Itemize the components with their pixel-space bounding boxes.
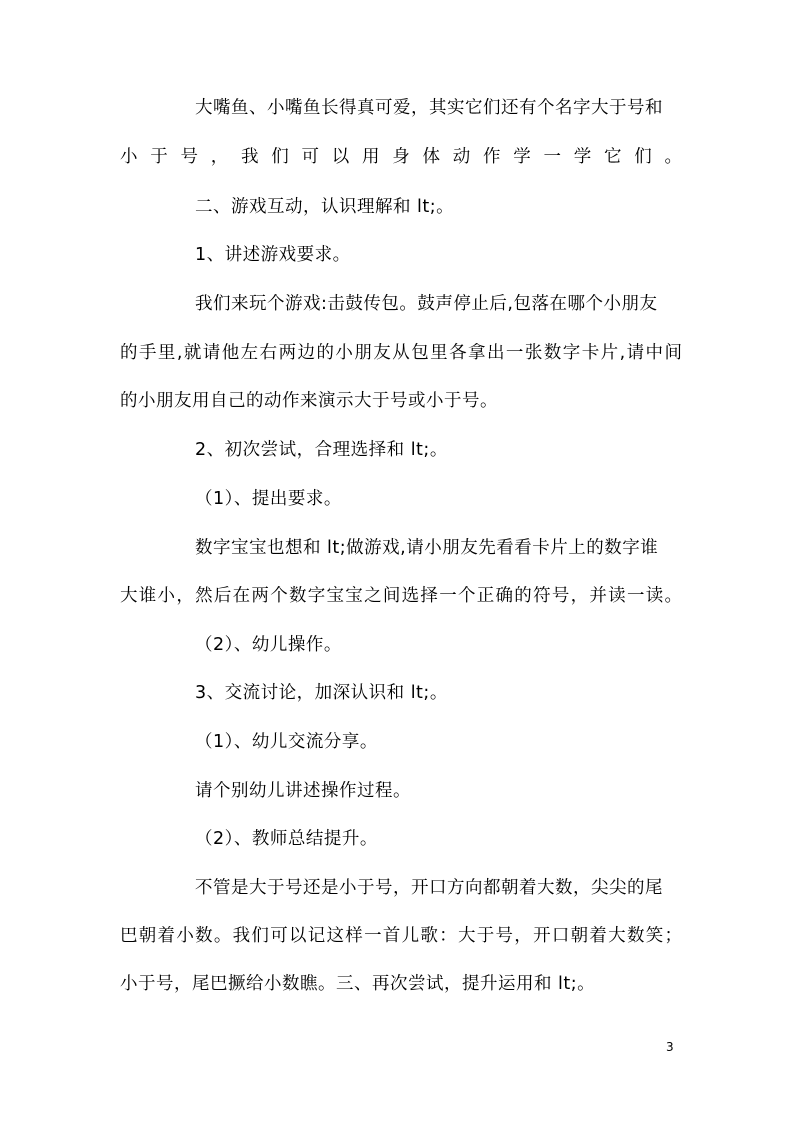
section-heading: 二、游戏互动，认识理解和 lt;。 <box>195 197 455 217</box>
list-item-heading: （1）、幼儿交流分享。 <box>195 732 378 752</box>
paragraph-line: 巴朝着小数。我们可以记这样一首儿歌：大于号，开口朝着大数笑； <box>120 926 682 946</box>
list-item-heading: （2）、幼儿操作。 <box>195 635 342 655</box>
paragraph-line: 大谁小，然后在两个数字宝宝之间选择一个正确的符号，并读一读。 <box>120 586 682 606</box>
paragraph-line: 小于号，尾巴撅给小数瞧。三、再次尝试，提升运用和 lt;。 <box>120 974 596 994</box>
paragraph-line: 请个别幼儿讲述操作过程。 <box>195 781 411 801</box>
paragraph-line: 的手里,就请他左右两边的小朋友从包里各拿出一张数字卡片,请中间 <box>120 343 682 363</box>
subsection-heading: 1、讲述游戏要求。 <box>195 245 351 265</box>
list-item-heading: （2）、教师总结提升。 <box>195 829 378 849</box>
paragraph-line: 数字宝宝也想和 lt;做游戏,请小朋友先看看卡片上的数字谁 <box>195 538 659 558</box>
subsection-heading: 2、初次尝试，合理选择和 lt;。 <box>195 440 448 460</box>
paragraph-line: 大嘴鱼、小嘴鱼长得真可爱，其实它们还有个名字大于号和 <box>195 98 663 118</box>
page-number: 3 <box>666 1040 674 1054</box>
subsection-heading: 3、交流讨论，加深认识和 lt;。 <box>195 683 448 703</box>
list-item-heading: （1）、提出要求。 <box>195 489 342 509</box>
paragraph-line: 的小朋友用自己的动作来演示大于号或小于号。 <box>120 391 498 411</box>
paragraph-line: 我们来玩个游戏:击鼓传包。鼓声停止后,包落在哪个小朋友 <box>195 294 658 314</box>
paragraph-line: 小于号，我们可以用身体动作学一学它们。 <box>120 147 682 167</box>
paragraph-line: 不管是大于号还是小于号，开口方向都朝着大数，尖尖的尾 <box>195 878 663 898</box>
